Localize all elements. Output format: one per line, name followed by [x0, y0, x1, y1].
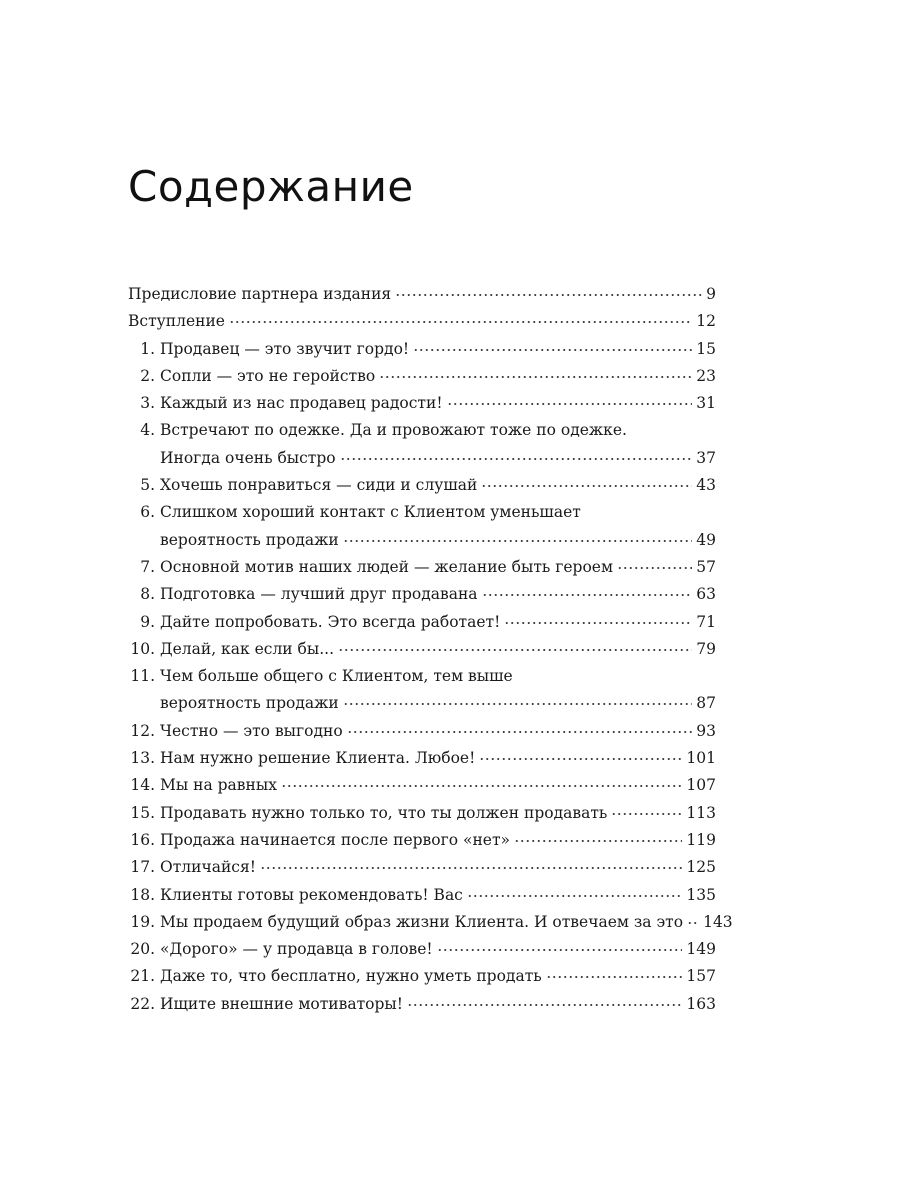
toc-entry-number: 8. — [140, 585, 155, 604]
toc-page-number: 31 — [696, 394, 716, 413]
toc-entry-title: Иногда очень быстро — [160, 448, 336, 467]
toc-entry-body — [128, 281, 716, 308]
toc-entry-body — [157, 636, 716, 663]
toc-entry-lastline — [160, 581, 716, 608]
toc-page-number: 163 — [686, 994, 716, 1013]
toc-page-number: 143 — [703, 912, 733, 931]
toc-page-number: 125 — [686, 858, 716, 877]
toc-entry-title: Даже то, что бесплатно, нужно уметь продать — [160, 967, 542, 986]
toc-entry-lastline — [160, 772, 716, 799]
toc-entry-body — [157, 390, 716, 417]
toc-entry-title: вероятность продажи — [160, 694, 339, 713]
toc-entry-title: Клиенты готовы рекомендовать! Вас — [160, 885, 463, 904]
toc-entry-title: Основной мотив наших людей — желание быть героем — [160, 557, 614, 576]
toc-page-number: 107 — [686, 776, 716, 795]
toc-entry-title: Чем больше общего с Клиентом, тем выше — [160, 667, 513, 686]
toc-entry-number: 2. — [140, 366, 155, 385]
dot-leader — [479, 758, 682, 760]
toc-entry[interactable] — [128, 963, 716, 990]
toc-entry[interactable] — [128, 936, 716, 963]
toc-entry-lastline — [160, 390, 716, 417]
dot-leader — [467, 895, 683, 897]
toc-page-number: 101 — [686, 749, 716, 768]
toc-page-number: 37 — [696, 448, 716, 467]
toc-page-number: 157 — [686, 967, 716, 986]
toc-entry-lastline — [160, 690, 716, 717]
dot-leader — [343, 703, 693, 705]
dot-leader — [437, 949, 683, 951]
toc-entry-number: 6. — [140, 503, 155, 522]
table-of-contents — [128, 281, 733, 1018]
toc-entry-lastline — [160, 472, 716, 499]
toc-entry-lastline — [160, 527, 716, 554]
toc-page-number: 87 — [696, 694, 716, 713]
toc-entry-lastline — [160, 745, 716, 772]
dot-leader — [514, 840, 682, 842]
toc-entry-number: 18. — [130, 885, 155, 904]
toc-entry-body — [157, 336, 716, 363]
toc-entry-title: Каждый из нас продавец радости! — [160, 394, 443, 413]
toc-entry-body — [157, 417, 716, 472]
toc-entry[interactable] — [128, 499, 716, 554]
toc-entry-body — [157, 936, 716, 963]
toc-entry-lastline — [160, 854, 716, 881]
toc-entry[interactable] — [128, 882, 716, 909]
toc-entry-row — [128, 417, 716, 472]
toc-entry-title: Мы на равных — [160, 776, 277, 795]
toc-entry[interactable] — [128, 636, 716, 663]
toc-page-number: 57 — [696, 557, 716, 576]
toc-entry-body — [157, 554, 716, 581]
dot-leader — [504, 622, 692, 624]
dot-leader — [546, 976, 683, 978]
dot-leader — [482, 594, 693, 596]
toc-entry-row — [128, 390, 716, 417]
toc-entry[interactable] — [128, 417, 716, 472]
dot-leader — [379, 376, 692, 378]
toc-entry-row — [128, 609, 716, 636]
toc-entry-row — [128, 991, 716, 1018]
toc-entry-lastline — [160, 800, 716, 827]
toc-entry-lastline — [160, 609, 716, 636]
toc-entry-lastline — [128, 281, 716, 308]
toc-entry-title: Слишком хороший контакт с Клиентом уменьшает — [160, 503, 581, 522]
toc-entry-body — [157, 745, 716, 772]
dot-leader — [281, 785, 682, 787]
toc-entry-body — [157, 800, 716, 827]
toc-entry-lastline — [160, 909, 733, 936]
toc-page-number: 43 — [696, 476, 716, 495]
toc-entry-number: 3. — [140, 394, 155, 413]
toc-page-number: 9 — [706, 285, 716, 303]
toc-entry-lastline — [160, 363, 716, 390]
toc-entry-body — [157, 472, 716, 499]
toc-entry[interactable] — [128, 472, 716, 499]
toc-entry-row — [128, 963, 716, 990]
toc-entry-row — [128, 745, 716, 772]
toc-entry[interactable] — [128, 281, 716, 308]
dot-leader — [395, 294, 702, 296]
toc-entry-row — [128, 909, 733, 936]
toc-entry-title: Сопли — это не геройство — [160, 366, 376, 385]
toc-entry-body — [157, 581, 716, 608]
toc-entry[interactable] — [128, 308, 716, 335]
toc-entry-title: Хочешь понравиться — сиди и слушай — [160, 476, 478, 495]
toc-entry-title: Мы продаем будущий образ жизни Клиента. И отвечаем за это — [160, 912, 684, 931]
toc-entry-number: 16. — [130, 830, 155, 849]
toc-entry-number: 5. — [140, 476, 155, 495]
toc-entry-number: 15. — [130, 803, 155, 822]
toc-entry[interactable] — [128, 827, 716, 854]
toc-entry-lastline — [160, 445, 716, 472]
toc-entry-title: Продавать нужно только то, что ты должен продавать — [160, 803, 608, 822]
page-title: Содержание — [128, 162, 414, 211]
toc-page-number: 119 — [686, 830, 716, 849]
toc-entry[interactable] — [128, 800, 716, 827]
toc-entry-body — [128, 308, 716, 335]
dot-leader — [260, 867, 682, 869]
toc-entry-row — [128, 936, 716, 963]
toc-entry-number: 9. — [140, 612, 155, 631]
toc-entry-row — [128, 882, 716, 909]
toc-entry-row — [128, 281, 716, 308]
toc-entry[interactable] — [128, 991, 716, 1018]
toc-entry-lastline — [160, 882, 716, 909]
toc-entry-row — [128, 472, 716, 499]
toc-entry-row — [128, 718, 716, 745]
dot-leader — [338, 649, 692, 651]
toc-entry-body — [157, 963, 716, 990]
toc-entry-title: Дайте попробовать. Это всегда работает! — [160, 612, 501, 631]
toc-entry-title: Подготовка — лучший друг продавана — [160, 585, 478, 604]
toc-entry-lastline — [160, 718, 716, 745]
toc-entry-lastline — [160, 963, 716, 990]
toc-entry-body — [157, 854, 716, 881]
dot-leader — [413, 349, 692, 351]
toc-entry[interactable] — [128, 336, 716, 363]
toc-entry-title: Встречают по одежке. Да и провожают тоже по одежке. — [160, 421, 627, 440]
toc-entry-body — [157, 609, 716, 636]
toc-entry-title: Ищите внешние мотиваторы! — [160, 994, 403, 1013]
toc-entry-number: 17. — [130, 858, 155, 877]
toc-page-number: 135 — [686, 885, 716, 904]
toc-entry-body — [157, 363, 716, 390]
toc-entry-body — [157, 772, 716, 799]
toc-entry[interactable] — [128, 554, 716, 581]
toc-entry-lastline — [160, 936, 716, 963]
toc-entry-row — [128, 336, 716, 363]
toc-entry-title: Нам нужно решение Клиента. Любое! — [160, 749, 476, 768]
toc-entry-body — [157, 718, 716, 745]
toc-entry[interactable] — [128, 718, 716, 745]
toc-entry-row — [128, 363, 716, 390]
dot-leader — [481, 485, 692, 487]
dot-leader — [407, 1004, 682, 1006]
toc-entry-row — [128, 800, 716, 827]
dot-leader — [343, 540, 693, 542]
toc-entry-row — [128, 554, 716, 581]
toc-entry[interactable] — [128, 390, 716, 417]
toc-entry-number: 21. — [130, 967, 155, 986]
toc-entry-row — [128, 581, 716, 608]
toc-entry[interactable] — [128, 772, 716, 799]
toc-entry-number: 22. — [130, 994, 155, 1013]
toc-entry-body — [157, 499, 716, 554]
toc-entry[interactable] — [128, 663, 716, 718]
toc-entry-lastline — [160, 636, 716, 663]
dot-leader — [447, 403, 693, 405]
toc-page-number: 149 — [686, 940, 716, 959]
toc-entry-lastline — [160, 336, 716, 363]
toc-entry[interactable] — [128, 745, 716, 772]
toc-entry-row — [128, 636, 716, 663]
toc-entry-row — [128, 854, 716, 881]
toc-entry-title: Вступление — [128, 312, 225, 331]
toc-entry-title: Продавец — это звучит гордо! — [160, 339, 410, 358]
toc-entry-lastline — [160, 827, 716, 854]
dot-leader — [347, 731, 693, 733]
toc-page-number: 23 — [696, 366, 716, 385]
toc-entry-row — [128, 827, 716, 854]
toc-entry-body — [157, 882, 716, 909]
toc-entry-body — [157, 909, 733, 936]
toc-entry-lastline — [160, 554, 716, 581]
toc-entry-number: 19. — [130, 912, 155, 931]
toc-page-number: 93 — [696, 721, 716, 740]
toc-entry-title: Делай, как если бы... — [160, 639, 334, 658]
toc-entry-row — [128, 663, 716, 718]
toc-page-number: 63 — [696, 585, 716, 604]
toc-entry-row — [128, 308, 716, 335]
toc-entry-title: Отличайся! — [160, 858, 256, 877]
toc-entry[interactable] — [128, 581, 716, 608]
toc-entry-number: 10. — [130, 639, 155, 658]
toc-page-number: 79 — [696, 639, 716, 658]
toc-entry-number: 1. — [140, 339, 155, 358]
toc-entry-lastline — [160, 991, 716, 1018]
toc-entry-body — [157, 827, 716, 854]
toc-entry-title: Предисловие партнера издания — [128, 285, 392, 303]
dot-leader — [611, 813, 682, 815]
toc-entry-title: «Дорого» — у продавца в голове! — [160, 940, 433, 959]
toc-entry-title: Честно — это выгодно — [160, 721, 343, 740]
toc-entry[interactable] — [128, 363, 716, 390]
toc-page-number: 113 — [686, 803, 716, 822]
toc-entry-number: 20. — [130, 940, 155, 959]
toc-entry[interactable] — [128, 854, 716, 881]
dot-leader — [687, 922, 699, 924]
toc-entry-number: 13. — [130, 749, 155, 768]
toc-entry-number: 14. — [130, 776, 155, 795]
toc-page-number: 71 — [696, 612, 716, 631]
toc-entry-title: Продажа начинается после первого «нет» — [160, 830, 511, 849]
toc-entry-body — [157, 663, 716, 718]
toc-page-number: 12 — [696, 312, 716, 331]
toc-entry-number: 12. — [130, 721, 155, 740]
toc-page-number: 49 — [696, 530, 716, 549]
toc-entry-lastline — [128, 308, 716, 335]
toc-page-number: 15 — [696, 339, 716, 358]
toc-entry-body — [157, 991, 716, 1018]
toc-entry-number: 7. — [140, 557, 155, 576]
toc-entry-number: 4. — [140, 421, 155, 440]
dot-leader — [617, 567, 692, 569]
toc-entry-row — [128, 499, 716, 554]
toc-entry-title: вероятность продажи — [160, 530, 339, 549]
toc-entry-row — [128, 772, 716, 799]
dot-leader — [229, 321, 692, 323]
toc-entry[interactable] — [128, 609, 716, 636]
toc-entry[interactable] — [128, 909, 733, 936]
toc-entry-number: 11. — [130, 667, 155, 686]
dot-leader — [340, 458, 693, 460]
